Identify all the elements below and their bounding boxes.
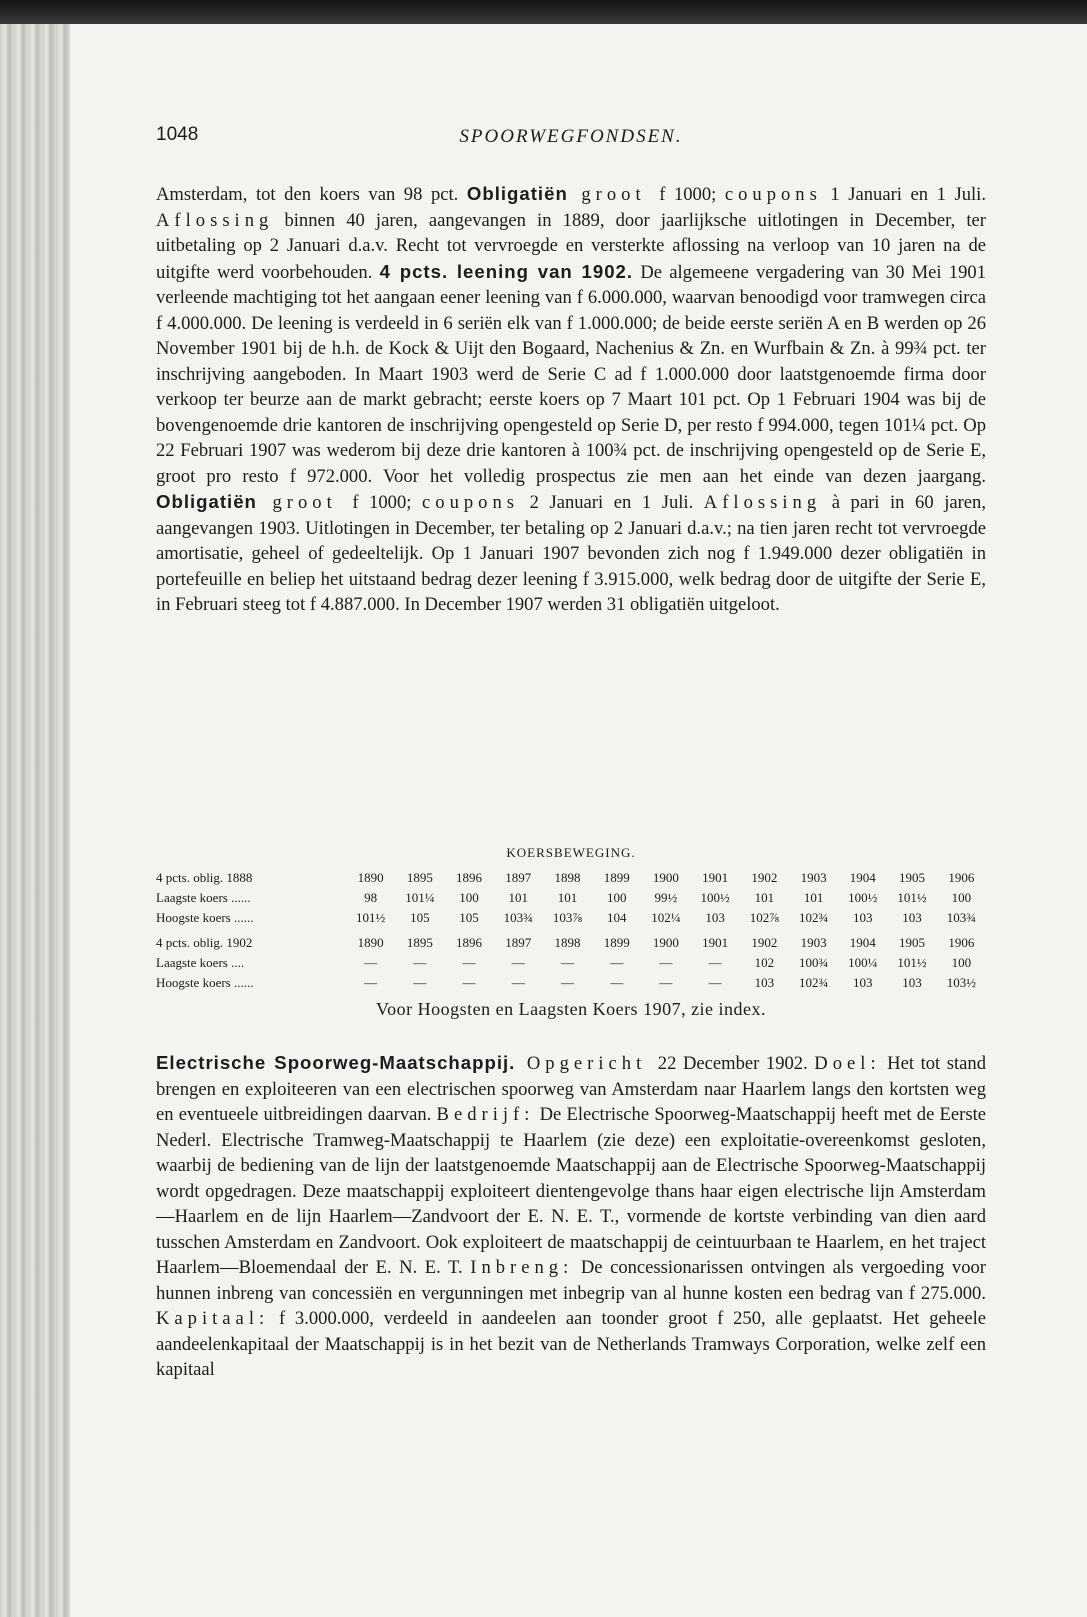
table-cell: 105 (459, 910, 479, 925)
table-cell: 1904 (849, 935, 876, 950)
table-cell: 100 (951, 890, 972, 905)
table-cell: 101 (557, 890, 578, 905)
table-cell: 1898 (554, 870, 581, 885)
spaced-term: Aflossing (156, 209, 274, 231)
text-run: f 1000; (659, 184, 725, 205)
table-cell: — (610, 955, 624, 970)
table-cell: 1898 (554, 935, 581, 950)
table-row (156, 973, 986, 993)
heading-obligatien: Obligatiën (156, 491, 257, 512)
spaced-term: Opgericht (515, 1053, 658, 1074)
row-label: Hoogste koers ...... (156, 910, 254, 925)
table-cell: 103 (902, 910, 922, 925)
row-label: Hoogste koers ...... (156, 975, 254, 990)
row-label: Laagste koers .... (156, 955, 245, 970)
table-cell: 1899 (603, 870, 630, 885)
table-cell: 100 (459, 890, 479, 905)
table-cell: 104 (606, 910, 627, 925)
table-cell: 1904 (849, 870, 876, 885)
table-cell: 1896 (456, 870, 483, 885)
table-cell: — (462, 955, 476, 970)
table-cell: — (659, 955, 673, 970)
table-cell: 1900 (652, 935, 679, 950)
text-run: Amsterdam, tot den koers van 98 pct. (156, 184, 467, 205)
table-cell: — (659, 975, 673, 990)
table-cell: 101½ (897, 890, 927, 905)
table-cell: — (413, 975, 427, 990)
table-cell: — (708, 955, 722, 970)
table-row (156, 888, 986, 908)
book-gutter (0, 24, 70, 1617)
table-cell: 1906 (948, 870, 975, 885)
table-cell: — (708, 975, 722, 990)
table-cell: 102¾ (798, 975, 829, 990)
text-run: Het tot stand brengen en exploiteeren van een electrischen spoorweg van Amsterdam naar Haarlem langs den kortsten weg en eventueele uitbreidingen daarvan. (156, 1053, 987, 1125)
table-cell: 101½ (897, 955, 927, 970)
paragraph-spoorweg-amsterdam (156, 181, 986, 618)
row-label: Laagste koers ...... (156, 890, 251, 905)
table-row (156, 953, 986, 973)
spaced-term: Bedrijf: (436, 1104, 535, 1125)
table-cell: 103 (902, 975, 922, 990)
text-run: De Electrische Spoorweg-Maatschappij heeft met de Eerste Nederl. Electrische Tramweg-Maatschappij te Haarlem (zie deze) een exploitatie-overeenkomst gesloten, waarbij de bediening van de lijn der laatstgenoemde Maatschappij aan de Electrische Spoorweg-Maatschappij wordt opgedragen. Deze maatschappij exploiteert dientengevolge thans haar eigen electrische lijn Amsterdam—Haarlem en de lijn Haarlem—Zandvoort der E. N. E. T., vormende de kortste verbinding van dien aard tusschen Amsterdam en Zandvoort. Ook exploiteert de maatschappij de ceintuurbaan te Haarlem, en het traject Haarlem—Bloemendaal der E. N. E. T. (156, 1104, 986, 1278)
table-cell: — (511, 955, 525, 970)
price-table-note: Voor Hoogsten en Laagsten Koers 1907, zie index. (375, 999, 767, 1019)
table-cell: 103¾ (503, 910, 533, 925)
table-cell: 1895 (406, 870, 433, 885)
table-cell: 103 (853, 975, 873, 990)
table-cell: 103 (754, 975, 775, 990)
table-cell: 101 (754, 890, 775, 905)
table-cell: 1903 (800, 935, 827, 950)
table-cell: 102 (754, 955, 775, 970)
table-row (156, 928, 986, 953)
table-cell: 1899 (603, 935, 630, 950)
table-cell: 1901 (702, 870, 729, 885)
table-cell: 100¾ (798, 955, 829, 970)
table-cell: 1901 (702, 935, 729, 950)
table-cell: — (511, 975, 525, 990)
row-label: 4 pcts. oblig. 1888 (156, 870, 253, 885)
table-cell: 102¼ (651, 910, 681, 925)
heading-obligatien: Obligatiën (466, 183, 568, 204)
table-cell: — (462, 975, 476, 990)
table-cell: 101½ (355, 910, 386, 925)
table-cell: 1890 (357, 935, 384, 950)
table-cell: — (610, 975, 624, 990)
page-header (156, 124, 986, 152)
table-cell: 103½ (946, 975, 976, 990)
table-cell: 103¾ (946, 910, 976, 925)
table-cell: 1897 (505, 935, 532, 950)
table-cell: 105 (410, 910, 430, 925)
table-cell: 1890 (357, 870, 384, 885)
text-run: binnen 40 jaren, aangevangen in 1889, door jaarlijksche uitlotingen in December, ter uitbetaling op 2 Januari d.a.v. Recht tot vervroegde en versterkte aflossing na verloop van 10 jaren na de uitgifte werd voorbehouden. (156, 209, 986, 283)
table-cell: 1905 (899, 870, 926, 885)
table-cell: — (560, 975, 574, 990)
spaced-term: Doel: (814, 1053, 881, 1074)
text-run: De concessionarissen ontvingen als vergoeding voor hunnen inbreng van concessiën en vergunningen met inbegrip van al hunne kosten een bedrag van f 275.000. (156, 1257, 986, 1304)
table-cell: 101 (803, 890, 824, 905)
spaced-term: Kapitaal: (156, 1308, 270, 1329)
row-label: 4 pcts. oblig. 1902 (156, 935, 253, 950)
heading-electrische-spoorweg: Electrische Spoorweg-Maatschappij. (156, 1052, 516, 1073)
spaced-term: groot (256, 492, 353, 513)
text-run: 1 Januari en 1 Juli. (821, 184, 987, 205)
table-row (156, 908, 986, 928)
table-cell: 101¼ (405, 890, 435, 905)
spaced-term: coupons (724, 184, 822, 205)
table-cell: 100 (606, 890, 627, 905)
heading-leening-1902: 4 pcts. leening van 1902. (379, 260, 634, 282)
table-cell: 1906 (948, 935, 975, 950)
table-cell: 102⅞ (749, 910, 779, 925)
text-run: 2 Januari en 1 Juli. (519, 492, 704, 513)
text-run: à pari in 60 jaren, aangevangen 1903. Uitlotingen in December, ter betaling op 2 Januari d.a.v.; na tien jaren recht tot vervroegde amortisatie, geheel of gedeeltelijk. Op 1 Januari 1907 bevonden zich nog f 1.949.000 dezer obligatiën in portefeuille en beliep het uitstaand bedrag dezer leening f 3.915.000, welk bedrag door de uitgifte der Serie E, in Februari steeg tot f 4.887.000. In December 1907 werden 31 obligatiën uitgeloot. (156, 492, 987, 615)
text-run: 22 December 1902. (657, 1053, 815, 1074)
table-cell: — (364, 955, 378, 970)
table-cell: 103 (853, 910, 873, 925)
table-cell: 1896 (456, 935, 483, 950)
table-cell: 100 (951, 955, 972, 970)
table-cell: 98 (364, 890, 378, 905)
table-cell: — (364, 975, 378, 990)
table-cell: 1900 (652, 870, 679, 885)
table-cell: 100½ (700, 890, 730, 905)
table-cell: — (560, 955, 574, 970)
page-number: 1048 (156, 124, 199, 145)
table-cell: 1902 (751, 870, 778, 885)
table-cell: 1895 (406, 935, 433, 950)
table-cell: 1903 (800, 870, 827, 885)
price-table-title: KOERSBEWEGING. (506, 845, 636, 860)
text-run: De algemeene vergadering van 30 Mei 1901 verleende machtiging tot het aangaan eener leening van f 6.000.000, waarvan benoodigd voor tramwegen circa f 4.000.000. De leening is verdeeld in 6 seriën elk van f 1.000.000; de beide eerste seriën A en B werden op 26 November 1901 bij de h.h. de Kock & Uijt den Bogaard, Nachenius & Zn. en Wurfbain & Zn. à 99¾ pct. ter inschrijving aangeboden. In Maart 1903 werd de Serie C ad f 1.000.000 door laatstgenoemde firma door verkoop ter beurze aan de markt gebracht; eerste koers op 7 Maart 101 pct. Op 1 Februari 1904 was bij de bovengenoemde drie kantoren de inschrijving opengesteld op Serie D, per resto f 994.000, tegen 101¼ pct. Op 22 Februari 1907 was wederom bij deze drie kantoren à 100¾ pct. de inschrijving opengesteld op de Serie E, groot pro resto f 972.000. Voor het volledig prospectus zie men aan het einde van dezen jaargang. (156, 261, 986, 487)
table-cell: 103⅞ (552, 910, 583, 925)
spaced-term: Inbreng: (470, 1257, 574, 1278)
table-cell: 1902 (751, 935, 778, 950)
table-cell: 102¾ (798, 910, 829, 925)
scan-top-edge (0, 0, 1087, 24)
price-table-body (156, 868, 986, 993)
running-title: SPOORWEGFONDSEN. (459, 126, 683, 147)
text-run: f 3.000.000, verdeeld in aandeelen aan toonder groot f 250, alle geplaatst. Het geheele aandeelenkapitaal der Maatschappij is in het bezit van de Netherlands Tramways Corporation, welke zelf een kapitaal (156, 1308, 986, 1380)
table-cell: 1905 (899, 935, 926, 950)
price-table (156, 868, 986, 993)
table-cell: 1897 (505, 870, 532, 885)
table-cell: 100½ (848, 890, 878, 905)
table-cell: 99½ (654, 890, 678, 905)
text-run: f 1000; (352, 492, 423, 513)
price-movement-section (156, 845, 986, 1020)
table-cell: — (413, 955, 427, 970)
spaced-term: Aflossing (703, 492, 822, 513)
table-row (156, 868, 986, 888)
spaced-term: coupons (422, 492, 520, 513)
table-cell: 100¼ (848, 955, 878, 970)
paragraph-electrische-spoorweg (156, 1050, 986, 1383)
spaced-term: groot (567, 184, 660, 205)
table-cell: 101 (508, 890, 529, 905)
table-cell: 103 (705, 910, 725, 925)
